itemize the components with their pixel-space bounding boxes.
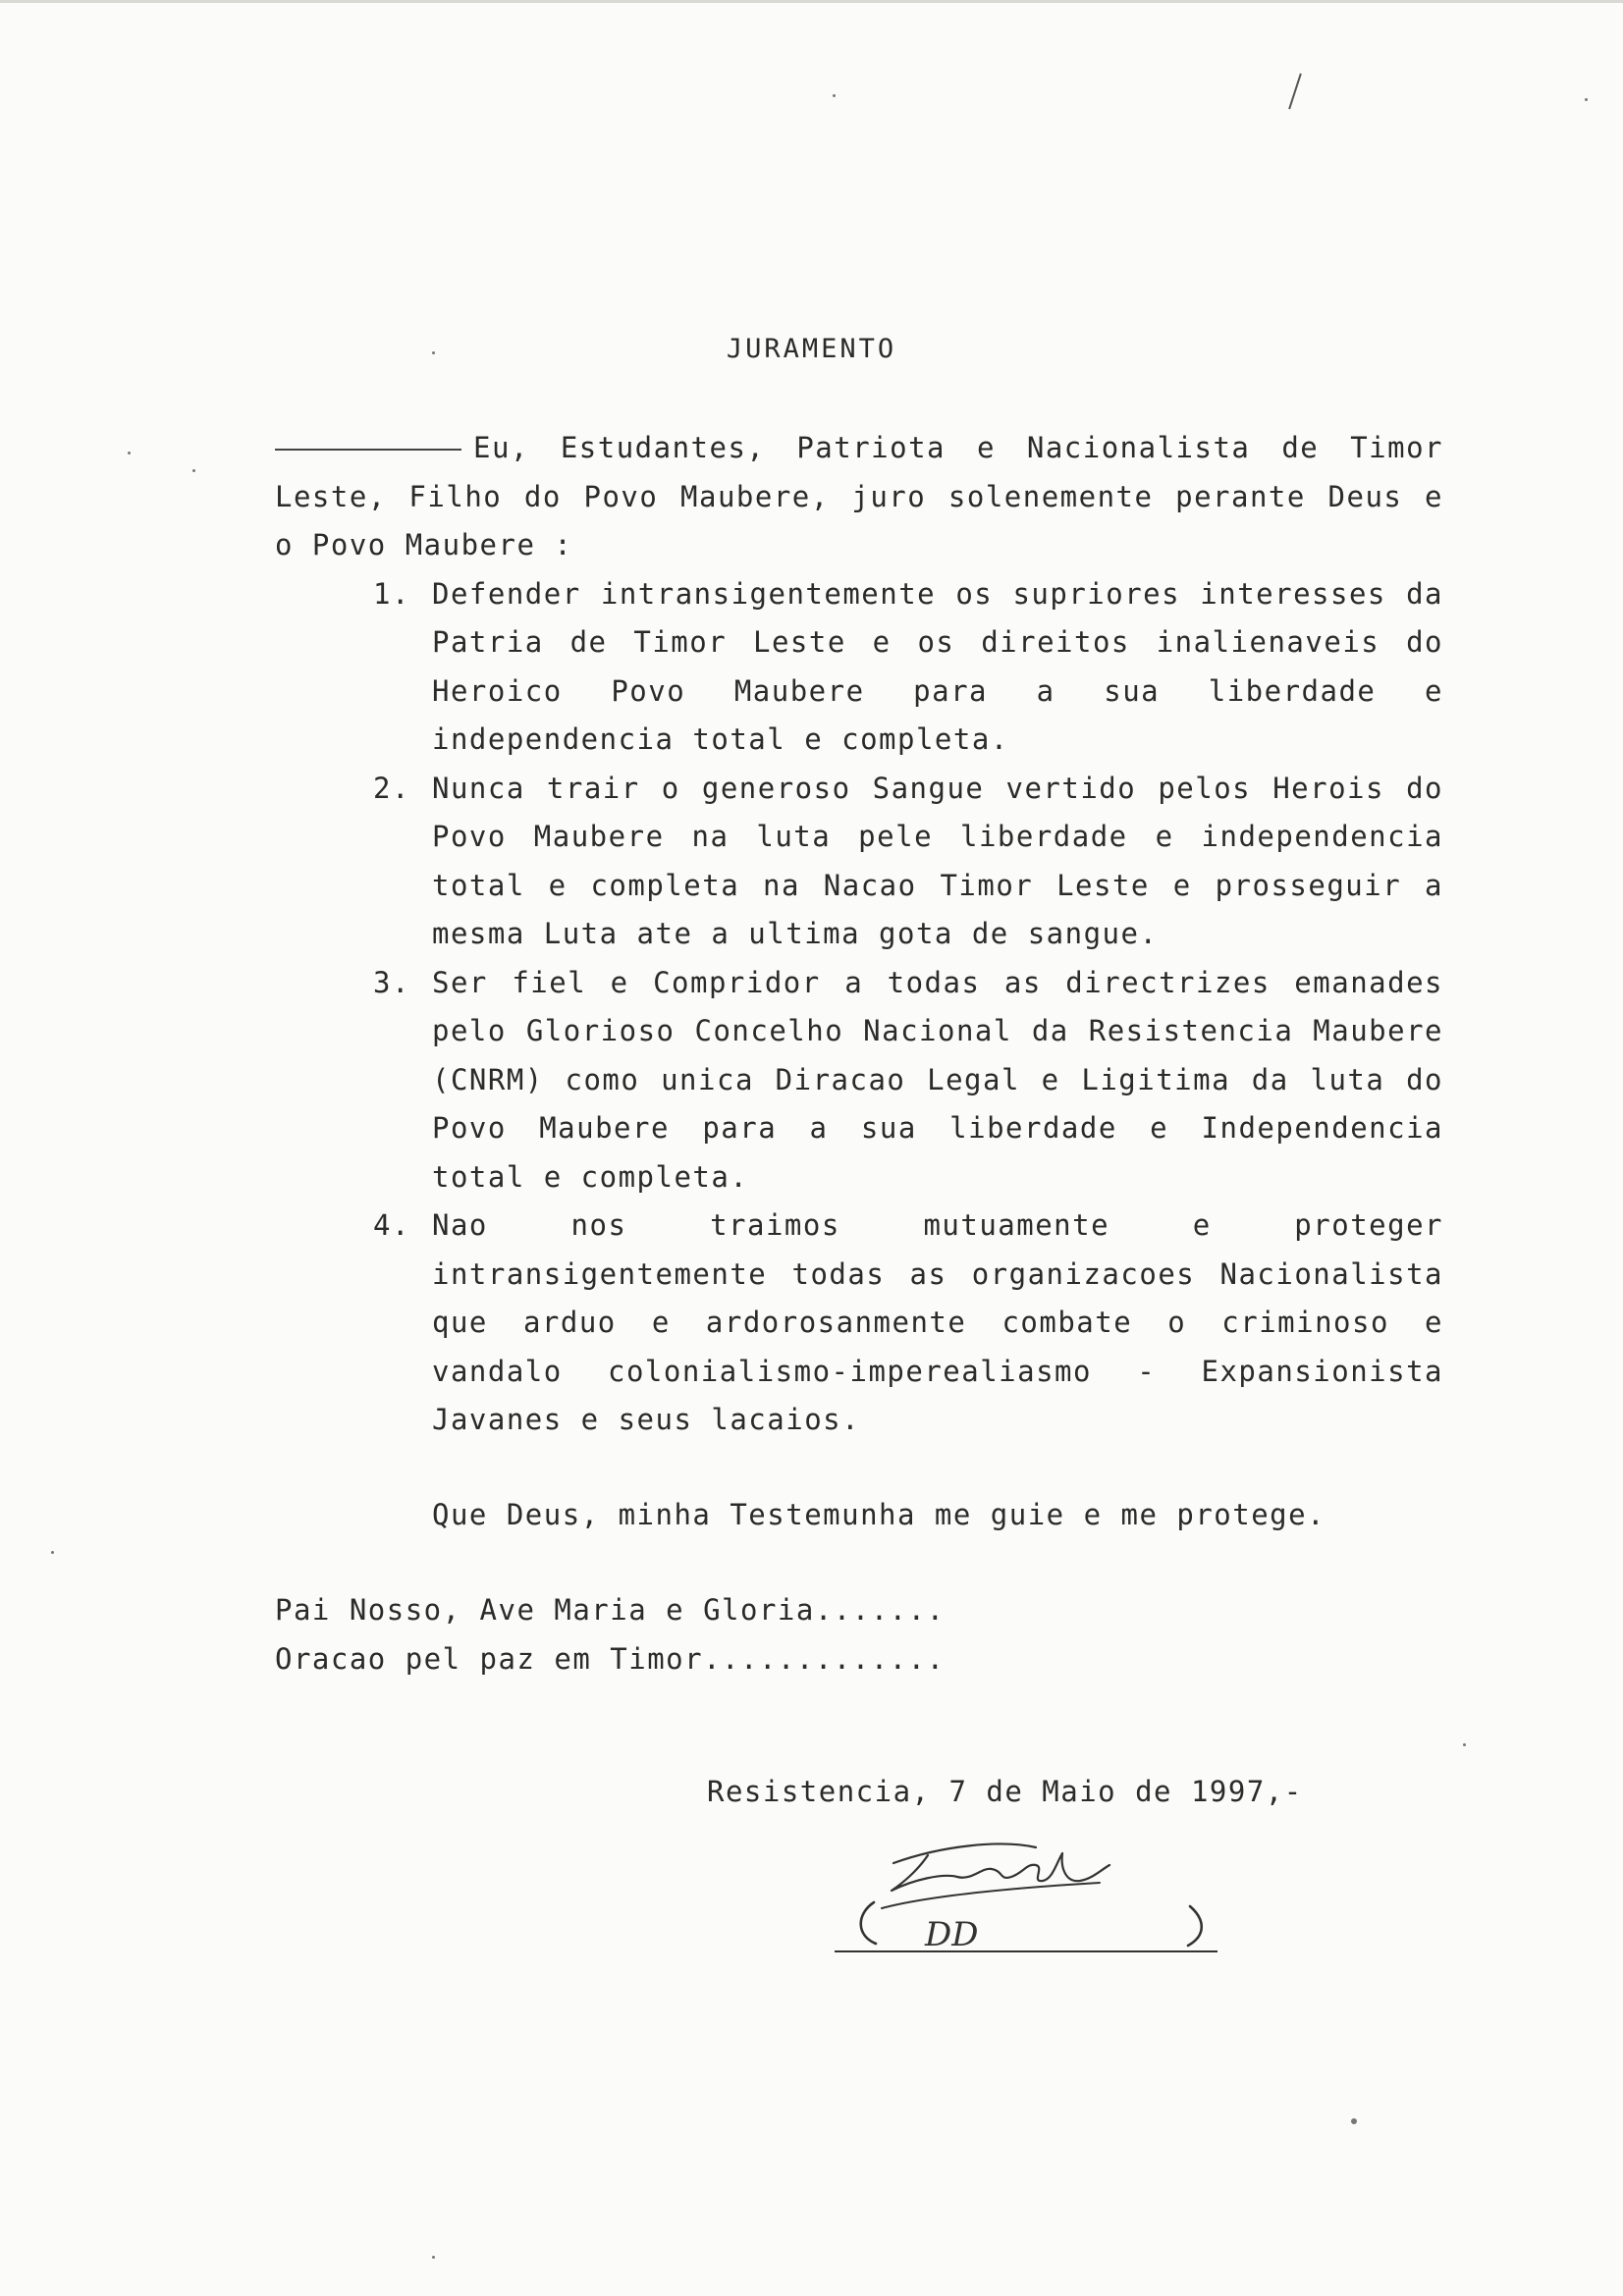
paper-speck [192, 469, 195, 472]
oath-item-number: 1. [373, 576, 410, 611]
prayer-line: Oracao pel paz em Timor............. [275, 1641, 946, 1676]
closing-line: Que Deus, minha Testemunha me guie e me protege. [432, 1497, 1326, 1531]
paper-speck [1585, 98, 1588, 101]
leading-dash-rule [275, 449, 461, 451]
prayer-line: Pai Nosso, Ave Maria e Gloria....... [275, 1593, 946, 1627]
signature-initials: DD [925, 1915, 979, 1953]
oath-item [275, 1201, 1443, 1445]
paper-speck [51, 1551, 54, 1554]
oath-intro-text: Eu, Estudantes, Patriota e Nacionalista de Timor Leste, Filho do Povo Maubere, juro solenemente perante Deus e o Povo Maubere : [275, 431, 1443, 561]
oath-item [275, 959, 1443, 1202]
paper-speck [833, 94, 836, 97]
oath-item-text: Ser fiel e Compridor a todas as directrizes emanades pelo Glorioso Concelho Nacional da Resistencia Maubere (CNRM) como unica Diracao Legal e Ligitima da luta do Povo Maubere para a sua liberdade e Independencia total e completa. [432, 965, 1443, 1194]
paper-speck [1463, 1743, 1466, 1746]
prayer-list [275, 1586, 1443, 1683]
paper-speck [1351, 2118, 1357, 2124]
oath-item-number: 3. [373, 965, 410, 999]
oath-item-number: 2. [373, 771, 410, 805]
document-title: JURAMENTO [726, 334, 897, 364]
oath-body [275, 424, 1443, 1683]
oath-item-text: Nunca trair o generoso Sangue vertido pelos Herois do Povo Maubere na luta pele liberdade e independencia total e completa na Nacao Timor Leste e prosseguir a mesma Luta ate a ultima gota de sangue. [432, 771, 1443, 950]
oath-intro [275, 424, 1443, 570]
paper-speck [432, 2256, 435, 2259]
pen-mark [1288, 74, 1302, 110]
handwritten-signature [835, 1826, 1247, 1953]
paper-speck [128, 452, 131, 454]
oath-item [275, 765, 1443, 959]
oath-list [275, 570, 1443, 1445]
oath-item-text: Nao nos traimos mutuamente e proteger intransigentemente todas as organizacoes Nacionalista que arduo e ardorosanmente combate o criminoso e vandalo colonialismo-imperealiasmo - Expansionista Javanes e seus lacaios. [432, 1208, 1443, 1436]
place-and-date: Resistencia, 7 de Maio de 1997,- [707, 1775, 1303, 1808]
page-top-edge [0, 0, 1623, 3]
oath-item-text: Defender intransigentemente os supriores interesses da Patria de Timor Leste e os direitos inalienaveis do Heroico Povo Maubere para a sua liberdade e independencia total e completa. [432, 576, 1443, 756]
oath-item-number: 4. [373, 1208, 410, 1242]
oath-item [275, 570, 1443, 765]
